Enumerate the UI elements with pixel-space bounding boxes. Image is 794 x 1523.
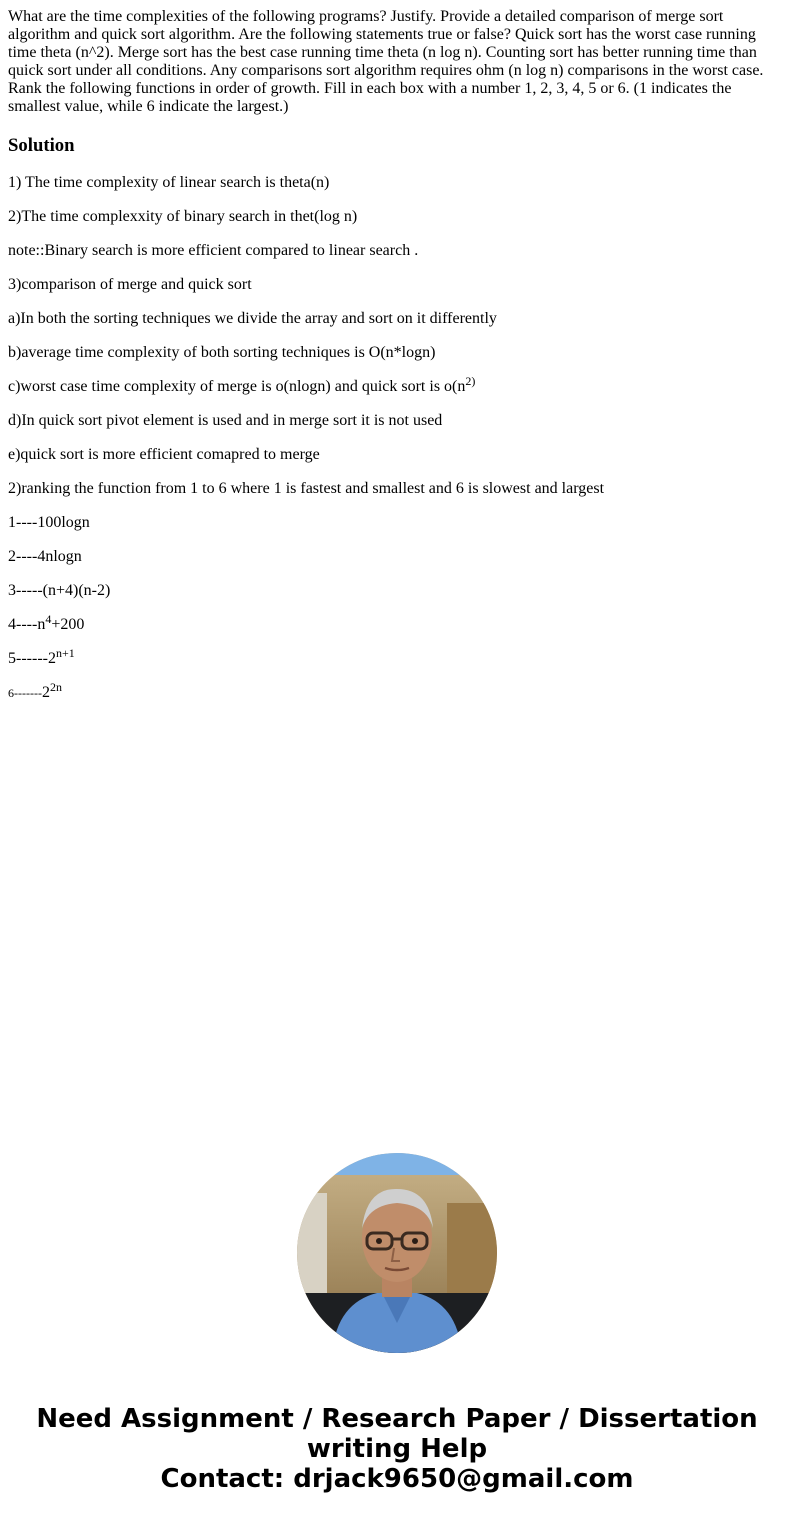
contact-footer [0, 1404, 794, 1494]
rank4-superscript: 4 [45, 612, 52, 626]
solution-line: 3)comparison of merge and quick sort [8, 276, 252, 293]
author-portrait-image [297, 1153, 497, 1353]
document-body [8, 8, 778, 702]
solution-line: a)In both the sorting techniques we divide the array and sort on it differently [8, 310, 497, 327]
rank-line: 3-----(n+4)(n-2) [8, 582, 111, 599]
solution-line-c [8, 374, 778, 396]
rank6-base: 2 [41, 684, 50, 701]
solution-line: d)In quick sort pivot element is used and in merge sort it is not used [8, 412, 443, 429]
rank6-superscript: 2n [49, 680, 62, 694]
solution-line: note::Binary search is more efficient compared to linear search . [8, 242, 419, 259]
rank-line-4 [8, 612, 778, 634]
rank4-suffix: +200 [51, 616, 85, 633]
solution-line: b)average time complexity of both sorting techniques is O(n*logn) [8, 344, 436, 361]
solution-line: e)quick sort is more efficient comapred to merge [8, 446, 320, 463]
footer-line-2: writing Help [306, 1434, 488, 1464]
solution-line: 2)ranking the function from 1 to 6 where 1 is fastest and smallest and 6 is slowest and largest [8, 480, 605, 497]
line-c-superscript: 2) [465, 374, 476, 388]
rank5-superscript: n+1 [55, 646, 75, 660]
rank-line: 2----4nlogn [8, 548, 82, 565]
rank5-text: 5------2 [8, 650, 56, 667]
solution-line: 2)The time complexxity of binary search in thet(log n) [8, 208, 358, 225]
line-c-text: c)worst case time complexity of merge is o(nlogn) and quick sort is o(n [8, 378, 466, 395]
footer-contact: Contact: drjack9650@gmail.com [160, 1464, 634, 1494]
rank6-prefix: 6------- [8, 686, 42, 700]
solution-line: 1) The time complexity of linear search is theta(n) [8, 174, 330, 191]
rank-line-6 [8, 680, 778, 702]
author-photo [297, 1153, 497, 1353]
question-text: What are the time complexities of the following programs? Justify. Provide a detailed comparison of merge sort algorithm and quick sort algorithm. Are the following statements true or false? Quick sort has the worst case running time theta (n^2). Merge sort has the best case running time theta (n log n). Counting sort has better running time than quick sort under all conditions. Any comparisons sort algorithm requires ohm (n log n) comparisons in the worst case. Rank the following functions in order of growth. Fill in each box with a number 1, 2, 3, 4, 5 or 6. (1 indicates the smallest value, while 6 indicate the largest.) [8, 8, 764, 115]
footer-line-1: Need Assignment / Research Paper / Dissertation [36, 1404, 758, 1434]
rank-line: 1----100logn [8, 514, 90, 531]
rank4-text: 4----n [8, 616, 46, 633]
solution-heading: Solution [8, 135, 75, 156]
rank-line-5 [8, 646, 778, 668]
